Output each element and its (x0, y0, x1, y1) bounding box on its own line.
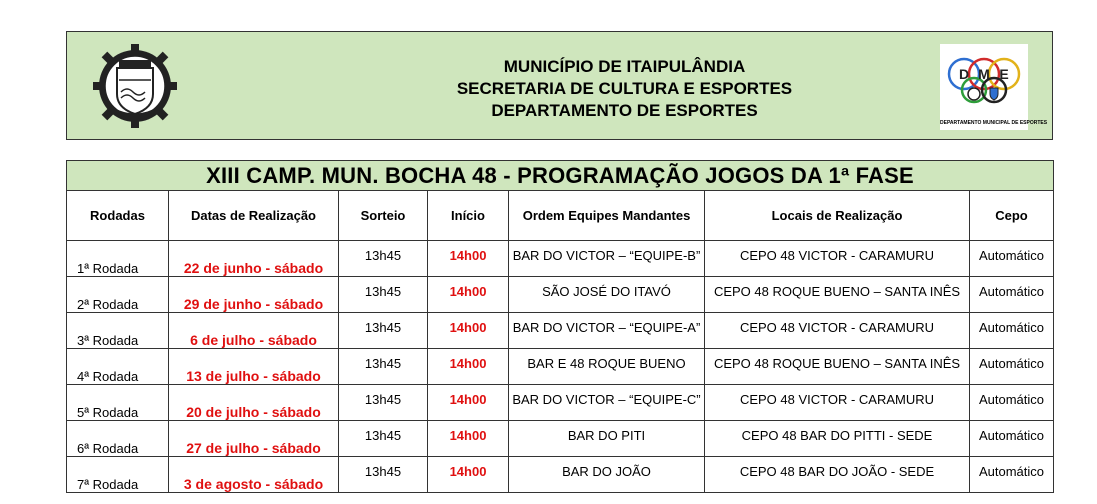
draw-time-cell: 13h45 (339, 421, 428, 457)
header-titles (317, 56, 932, 122)
start-time-cell: 14h00 (428, 241, 509, 277)
table-row (67, 349, 1054, 385)
venue-cell: CEPO 48 ROQUE BUENO – SANTA INÊS (705, 277, 970, 313)
venue-cell: CEPO 48 BAR DO PITTI - SEDE (705, 421, 970, 457)
column-header-locais: Locais de Realização (705, 191, 970, 241)
table-row (67, 421, 1054, 457)
cepo-cell: Automático (970, 349, 1054, 385)
column-header-inicio: Início (428, 191, 509, 241)
round-cell: 2ª Rodada (67, 277, 169, 313)
date-cell: 29 de junho - sábado (169, 277, 339, 313)
round-cell: 5ª Rodada (67, 385, 169, 421)
date-cell: 3 de agosto - sábado (169, 457, 339, 493)
home-team-cell: BAR DO VICTOR – “EQUIPE-C” (509, 385, 705, 421)
start-time-cell: 14h00 (428, 277, 509, 313)
start-time-cell: 14h00 (428, 349, 509, 385)
column-header-rodadas: Rodadas (67, 191, 169, 241)
venue-cell: CEPO 48 ROQUE BUENO – SANTA INÊS (705, 349, 970, 385)
draw-time-cell: 13h45 (339, 277, 428, 313)
venue-cell: CEPO 48 VICTOR - CARAMURU (705, 241, 970, 277)
table-title: XIII CAMP. MUN. BOCHA 48 - PROGRAMAÇÃO JOGOS DA 1ª FASE (67, 161, 1054, 191)
document-header (66, 31, 1053, 140)
cepo-cell: Automático (970, 385, 1054, 421)
date-cell: 6 de julho - sábado (169, 313, 339, 349)
table-title-row (67, 161, 1054, 191)
date-cell: 27 de julho - sábado (169, 421, 339, 457)
dme-caption: DEPARTAMENTO MUNICIPAL DE ESPORTES (940, 120, 1048, 126)
dme-letter-m: M (978, 66, 990, 82)
home-team-cell: BAR DO VICTOR – “EQUIPE-A” (509, 313, 705, 349)
draw-time-cell: 13h45 (339, 385, 428, 421)
municipal-crest-icon (87, 42, 183, 130)
date-cell: 20 de julho - sábado (169, 385, 339, 421)
table-row (67, 277, 1054, 313)
draw-time-cell: 13h45 (339, 313, 428, 349)
dme-letter-d: D (958, 66, 970, 82)
start-time-cell: 14h00 (428, 385, 509, 421)
cepo-cell: Automático (970, 421, 1054, 457)
column-header-datas: Datas de Realização (169, 191, 339, 241)
schedule-table (66, 160, 1054, 493)
round-cell: 7ª Rodada (67, 457, 169, 493)
venue-cell: CEPO 48 BAR DO JOÃO - SEDE (705, 457, 970, 493)
start-time-cell: 14h00 (428, 313, 509, 349)
table-row (67, 241, 1054, 277)
cepo-cell: Automático (970, 241, 1054, 277)
table-row (67, 313, 1054, 349)
draw-time-cell: 13h45 (339, 457, 428, 493)
start-time-cell: 14h00 (428, 457, 509, 493)
home-team-cell: BAR DO JOÃO (509, 457, 705, 493)
cepo-cell: Automático (970, 313, 1054, 349)
round-cell: 4ª Rodada (67, 349, 169, 385)
column-header-sorteio: Sorteio (339, 191, 428, 241)
round-cell: 1ª Rodada (67, 241, 169, 277)
venue-cell: CEPO 48 VICTOR - CARAMURU (705, 385, 970, 421)
round-cell: 6ª Rodada (67, 421, 169, 457)
department-title: DEPARTAMENTO DE ESPORTES (491, 101, 758, 120)
venue-cell: CEPO 48 VICTOR - CARAMURU (705, 313, 970, 349)
cepo-cell: Automático (970, 457, 1054, 493)
cepo-cell: Automático (970, 277, 1054, 313)
secretariat-title: SECRETARIA DE CULTURA E ESPORTES (456, 79, 793, 98)
draw-time-cell: 13h45 (339, 349, 428, 385)
draw-time-cell: 13h45 (339, 241, 428, 277)
dme-logo (940, 44, 1048, 130)
date-cell: 22 de junho - sábado (169, 241, 339, 277)
table-row (67, 385, 1054, 421)
column-header-row (67, 191, 1054, 241)
dme-letter-e: E (999, 66, 1009, 82)
municipality-title: MUNICÍPIO DE ITAIPULÂNDIA (503, 57, 746, 76)
column-header-equipes: Ordem Equipes Mandantes (509, 191, 705, 241)
column-header-cepo: Cepo (970, 191, 1054, 241)
table-row (67, 457, 1054, 493)
home-team-cell: BAR DO VICTOR – “EQUIPE-B” (509, 241, 705, 277)
home-team-cell: SÃO JOSÉ DO ITAVÓ (509, 277, 705, 313)
date-cell: 13 de julho - sábado (169, 349, 339, 385)
home-team-cell: BAR E 48 ROQUE BUENO (509, 349, 705, 385)
home-team-cell: BAR DO PITI (509, 421, 705, 457)
start-time-cell: 14h00 (428, 421, 509, 457)
round-cell: 3ª Rodada (67, 313, 169, 349)
